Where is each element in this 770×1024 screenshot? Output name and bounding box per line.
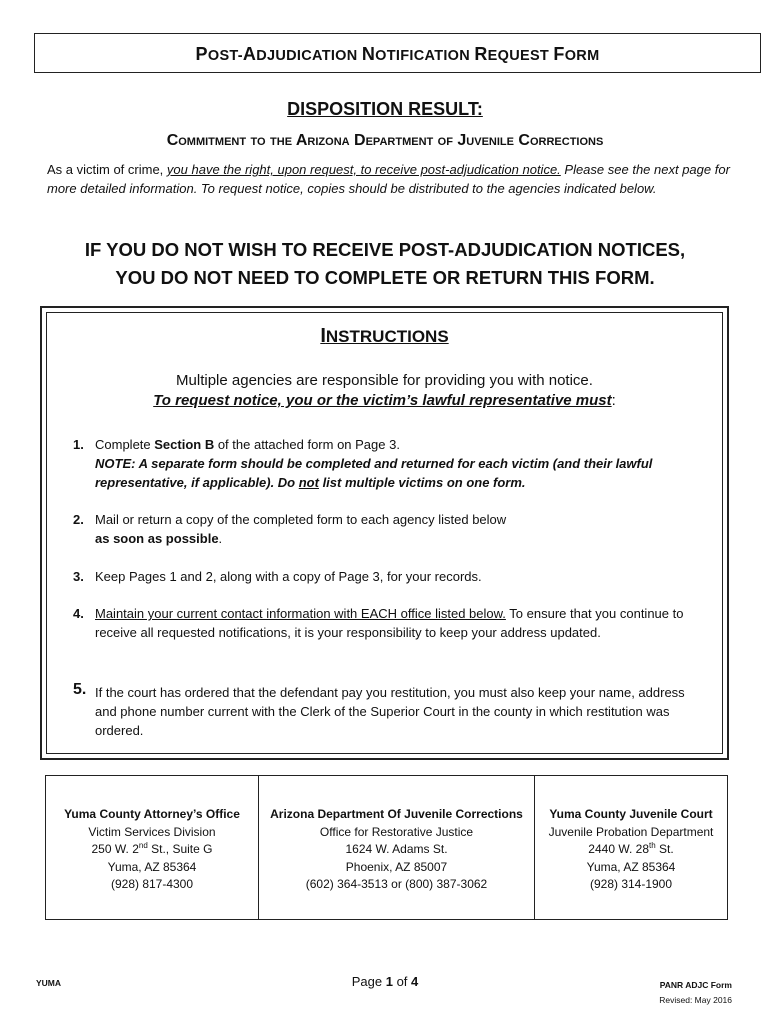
- instructions-lead: [47, 371, 722, 411]
- agency-division: Office for Restorative Justice: [319, 824, 474, 839]
- form-title-box: [34, 33, 761, 73]
- agency-division: Juvenile Probation Department: [548, 824, 714, 839]
- footer-county: YUMA: [36, 978, 62, 988]
- instruction-item-5: 5. If the court has ordered that the defendant pay you restitution, you must also keep your name, address and phone number current with the Clerk of the Superior Court in the county in which restitution was ordered.: [73, 681, 685, 738]
- agency-contact-table: [45, 775, 728, 920]
- footer-page-number: Page 1 of 4: [351, 974, 419, 989]
- instruction-item-4: 4. Maintain your current contact information with EACH office listed below. To ensure that you continue to receive all requested notifications, it is your responsibility to keep your address updated.: [73, 606, 684, 640]
- agency-address: 250 W. 2nd St., Suite G: [91, 841, 213, 856]
- agency-city: Yuma, AZ 85364: [586, 859, 676, 874]
- agency-division: Victim Services Division: [88, 824, 216, 839]
- instruction-item-2: 2. Mail or return a copy of the completed form to each agency listed below as soon as possible.: [73, 512, 507, 546]
- notice-line-2: YOU DO NOT NEED TO COMPLETE OR RETURN THIS FORM.: [115, 267, 655, 288]
- form-title: POST-ADJUDICATION NOTIFICATION REQUEST FORM: [195, 44, 600, 64]
- instructions-lead-line-1: Multiple agencies are responsible for providing you with notice.: [176, 372, 593, 389]
- instructions-lead-line-2: To request notice, you or the victim’s lawful representative must:: [153, 392, 616, 409]
- instructions-box: [40, 306, 729, 760]
- agency-city: Phoenix, AZ 85007: [345, 859, 448, 874]
- agency-name: Arizona Department Of Juvenile Corrections: [270, 807, 523, 821]
- instructions-inner-border: [46, 312, 723, 754]
- agency-phone: (928) 314-1900: [589, 877, 673, 891]
- agency-adjc: [258, 776, 534, 919]
- agency-phone: (928) 817-4300: [110, 877, 194, 891]
- footer-form-id: [659, 978, 732, 1008]
- instructions-heading: INSTRUCTIONS: [320, 325, 449, 347]
- instruction-item-3: 3. Keep Pages 1 and 2, along with a copy of Page 3, for your records.: [73, 569, 482, 584]
- instruction-item-1: 1. Complete Section B of the attached form on Page 3. NOTE: A separate form should be completed and returned for each victim (and their lawful representative, if applicable). Do not list multiple victims on one form.: [73, 437, 653, 490]
- intro-paragraph: As a victim of crime, you have the right, upon request, to receive post-adjudication notice. Please see the next page for more detailed information. To request notice, copies should be distributed to the agencies indicated below.: [47, 162, 730, 196]
- agency-name: Yuma County Juvenile Court: [549, 807, 713, 821]
- disposition-heading: DISPOSITION RESULT:: [287, 99, 483, 119]
- disposition-subheading: Commitment to the Arizona Department of Juvenile Corrections: [166, 132, 604, 149]
- footer-form-name: PANR ADJC Form: [659, 980, 732, 990]
- agency-city: Yuma, AZ 85364: [107, 859, 197, 874]
- agency-name: Yuma County Attorney’s Office: [64, 807, 240, 821]
- agency-yuma-county-attorney: [46, 776, 258, 919]
- notice-line-1: IF YOU DO NOT WISH TO RECEIVE POST-ADJUDICATION NOTICES,: [84, 239, 686, 260]
- footer-revision: Revised: May 2016: [659, 995, 732, 1005]
- agency-address: 2440 W. 28th St.: [588, 841, 674, 856]
- no-notice-statement: [0, 236, 770, 292]
- agency-phone: (602) 364-3513 or (800) 387-3062: [305, 877, 488, 891]
- agency-address: 1624 W. Adams St.: [345, 842, 448, 856]
- agency-yuma-juvenile-court: [534, 776, 727, 919]
